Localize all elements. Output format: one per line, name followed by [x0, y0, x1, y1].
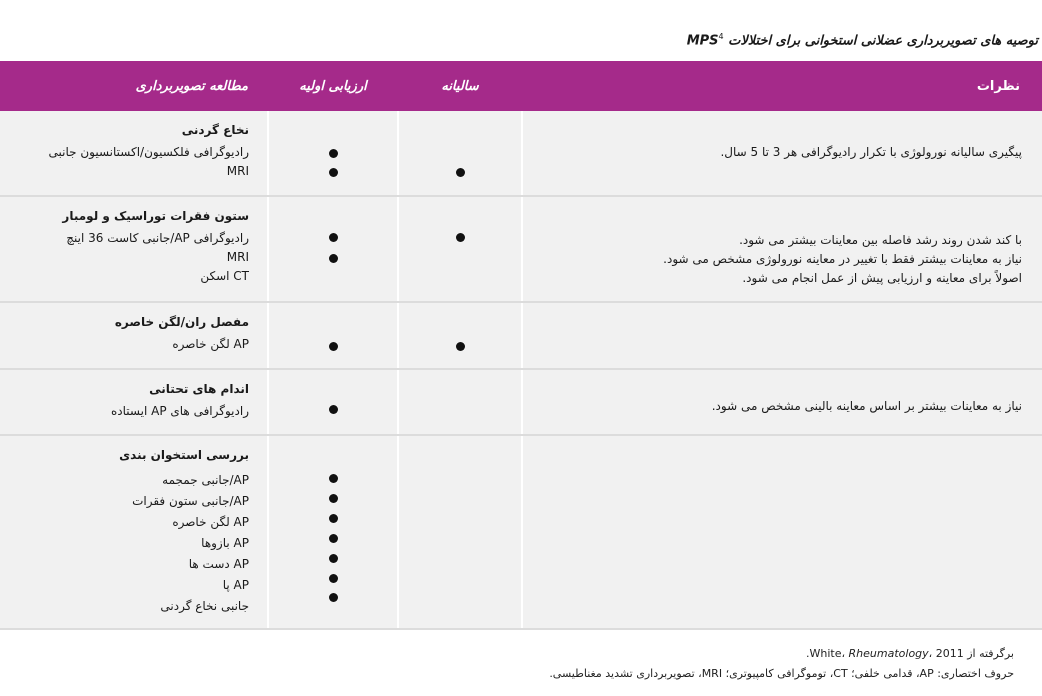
marker-dot: [329, 233, 338, 242]
marker-dot: [329, 474, 338, 483]
study-heading: اندام های تحتانی: [149, 382, 249, 396]
header-notes: نظرات: [522, 61, 1042, 111]
study-item: رادیوگرافی های AP ایستاده: [111, 404, 249, 418]
study-item: MRI: [226, 250, 249, 264]
marker-dot: [329, 574, 338, 583]
marker-dot: [329, 254, 338, 263]
notes-cell: [522, 111, 1042, 196]
table-title: توصیه های تصویربرداری عضلانی استخوانی برای اختلالات MPS$^4$: [686, 32, 1038, 49]
table-row: [0, 435, 1042, 629]
initial-cell: [268, 435, 398, 629]
annual-cell: [398, 196, 522, 302]
study-item: CT اسکن: [200, 269, 249, 283]
study-item: AP بازوها: [201, 536, 249, 550]
header-initial: ارزیابی اولیه: [268, 61, 398, 111]
note-line: با کند شدن روند رشد فاصله بین معاینات بیشتر می شود.: [739, 233, 1022, 247]
notes-cell: [522, 435, 1042, 629]
annual-cell: [398, 435, 522, 629]
notes-cell: [522, 196, 1042, 302]
marker-dot: [329, 494, 338, 503]
header-study: مطالعه تصویربرداری: [0, 61, 268, 111]
marker-dot: [329, 342, 338, 351]
annual-cell: [398, 369, 522, 435]
marker-dot: [329, 168, 338, 177]
table-row: [0, 196, 1042, 302]
note-line: نیاز به معاینات بیشتر فقط با تغییر در معاینه نورولوژی مشخص می شود.: [663, 252, 1022, 266]
marker-dot: [329, 514, 338, 523]
table-row: [0, 302, 1042, 369]
study-item: AP/جانبی جمجمه: [162, 473, 249, 487]
notes-cell: [522, 369, 1042, 435]
notes-cell: [522, 302, 1042, 369]
study-item: AP لگن خاصره: [172, 515, 249, 529]
marker-dot: [329, 405, 338, 414]
study-heading: ستون فقرات توراسیک و لومبار: [62, 209, 249, 223]
study-cell: [0, 435, 268, 629]
header-annual: سالیانه: [398, 61, 522, 111]
study-item: رادیوگرافی AP/جانبی کاست 36 اینچ: [66, 231, 249, 245]
study-item: AP پا: [222, 578, 249, 592]
initial-cell: [268, 369, 398, 435]
marker-dot: [329, 554, 338, 563]
study-item: AP دست ها: [188, 557, 249, 571]
study-item: AP/جانبی ستون فقرات: [132, 494, 249, 508]
source-footnote: برگرفته از White، Rheumatology، 2011.: [805, 647, 1014, 660]
study-item: رادیوگرافی فلکسیون/اکستانسیون جانبی: [48, 145, 249, 159]
marker-dot: [456, 168, 465, 177]
note-line: پیگیری سالیانه نورولوژی با تکرار رادیوگرافی هر 3 تا 5 سال.: [720, 145, 1022, 159]
annual-cell: [398, 111, 522, 196]
study-cell: [0, 196, 268, 302]
annual-cell: [398, 302, 522, 369]
study-cell: [0, 302, 268, 369]
abbreviations-footnote: حروف اختصاری: AP، قدامی خلفی؛ CT، توموگرافی کامپیوتری؛ MRI، تصویربرداری تشدید مغناطیسی.: [549, 667, 1014, 680]
table-header-row: [0, 61, 1042, 111]
table-row: [0, 369, 1042, 435]
study-cell: [0, 369, 268, 435]
initial-cell: [268, 196, 398, 302]
initial-cell: [268, 111, 398, 196]
marker-dot: [329, 534, 338, 543]
marker-dot: [456, 342, 465, 351]
note-line: اصولاً برای معاینه و ارزیابی پیش از عمل انجام می شود.: [742, 271, 1022, 285]
study-item: جانبی نخاع گردنی: [160, 599, 249, 613]
study-cell: [0, 111, 268, 196]
study-item: MRI: [226, 164, 249, 178]
initial-cell: [268, 302, 398, 369]
study-item: AP لگن خاصره: [172, 337, 249, 351]
note-line: نیاز به معاینات بیشتر بر اساس معاینه بالینی مشخص می شود.: [711, 399, 1022, 413]
marker-dot: [456, 233, 465, 242]
study-heading: مفصل ران/لگن خاصره: [114, 315, 249, 329]
imaging-table: [0, 61, 1042, 630]
marker-dot: [329, 593, 338, 602]
study-heading: بررسی استخوان بندی: [119, 448, 249, 462]
marker-dot: [329, 149, 338, 158]
table-row: [0, 111, 1042, 196]
study-heading: نخاع گردنی: [181, 123, 249, 137]
